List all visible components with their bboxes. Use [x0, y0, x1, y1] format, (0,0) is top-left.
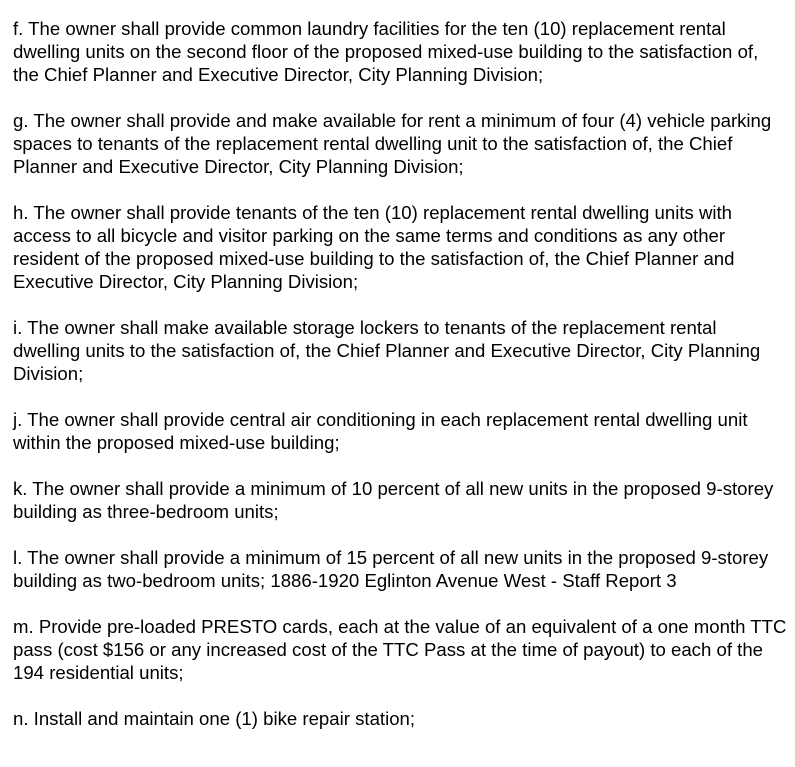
clause-h: h. The owner shall provide tenants of the ten (10) replacement rental dwelling units with access to all bicycle and visitor parking on the same terms and conditions as any other resident of the proposed mixed-use building to the satisfaction of, the Chief Planner and Executive Director, City Planning Division; [13, 202, 735, 292]
clause-f: f. The owner shall provide common laundry facilities for the ten (10) replacement rental dwelling units on the second floor of the proposed mixed-use building to the satisfaction of, the Chief Planner and Executive Director, City Planning Division; [13, 18, 759, 85]
clause-n: n. Install and maintain one (1) bike repair station; [13, 708, 416, 729]
clause-j: j. The owner shall provide central air conditioning in each replacement rental dwelling unit within the proposed mixed-use building; [13, 409, 748, 453]
clause-g: g. The owner shall provide and make available for rent a minimum of four (4) vehicle parking spaces to tenants of the replacement rental dwelling unit to the satisfaction of, the Chief Planner and Executive Director, City Planning Division; [13, 110, 772, 177]
clause-l: l. The owner shall provide a minimum of 15 percent of all new units in the proposed 9-storey building as two-bedroom units; 1886-1920 Eglinton Avenue West - Staff Report 3 [13, 547, 769, 591]
document-body [13, 17, 788, 730]
clause-m: m. Provide pre-loaded PRESTO cards, each at the value of an equivalent of a one month TTC pass (cost $156 or any increased cost of the TTC Pass at the time of payout) to each of the 194 residential units; [13, 616, 787, 683]
clause-i: i. The owner shall make available storage lockers to tenants of the replacement rental dwelling units to the satisfaction of, the Chief Planner and Executive Director, City Planning Division; [13, 317, 761, 384]
clause-k: k. The owner shall provide a minimum of 10 percent of all new units in the proposed 9-storey building as three-bedroom units; [13, 478, 774, 522]
